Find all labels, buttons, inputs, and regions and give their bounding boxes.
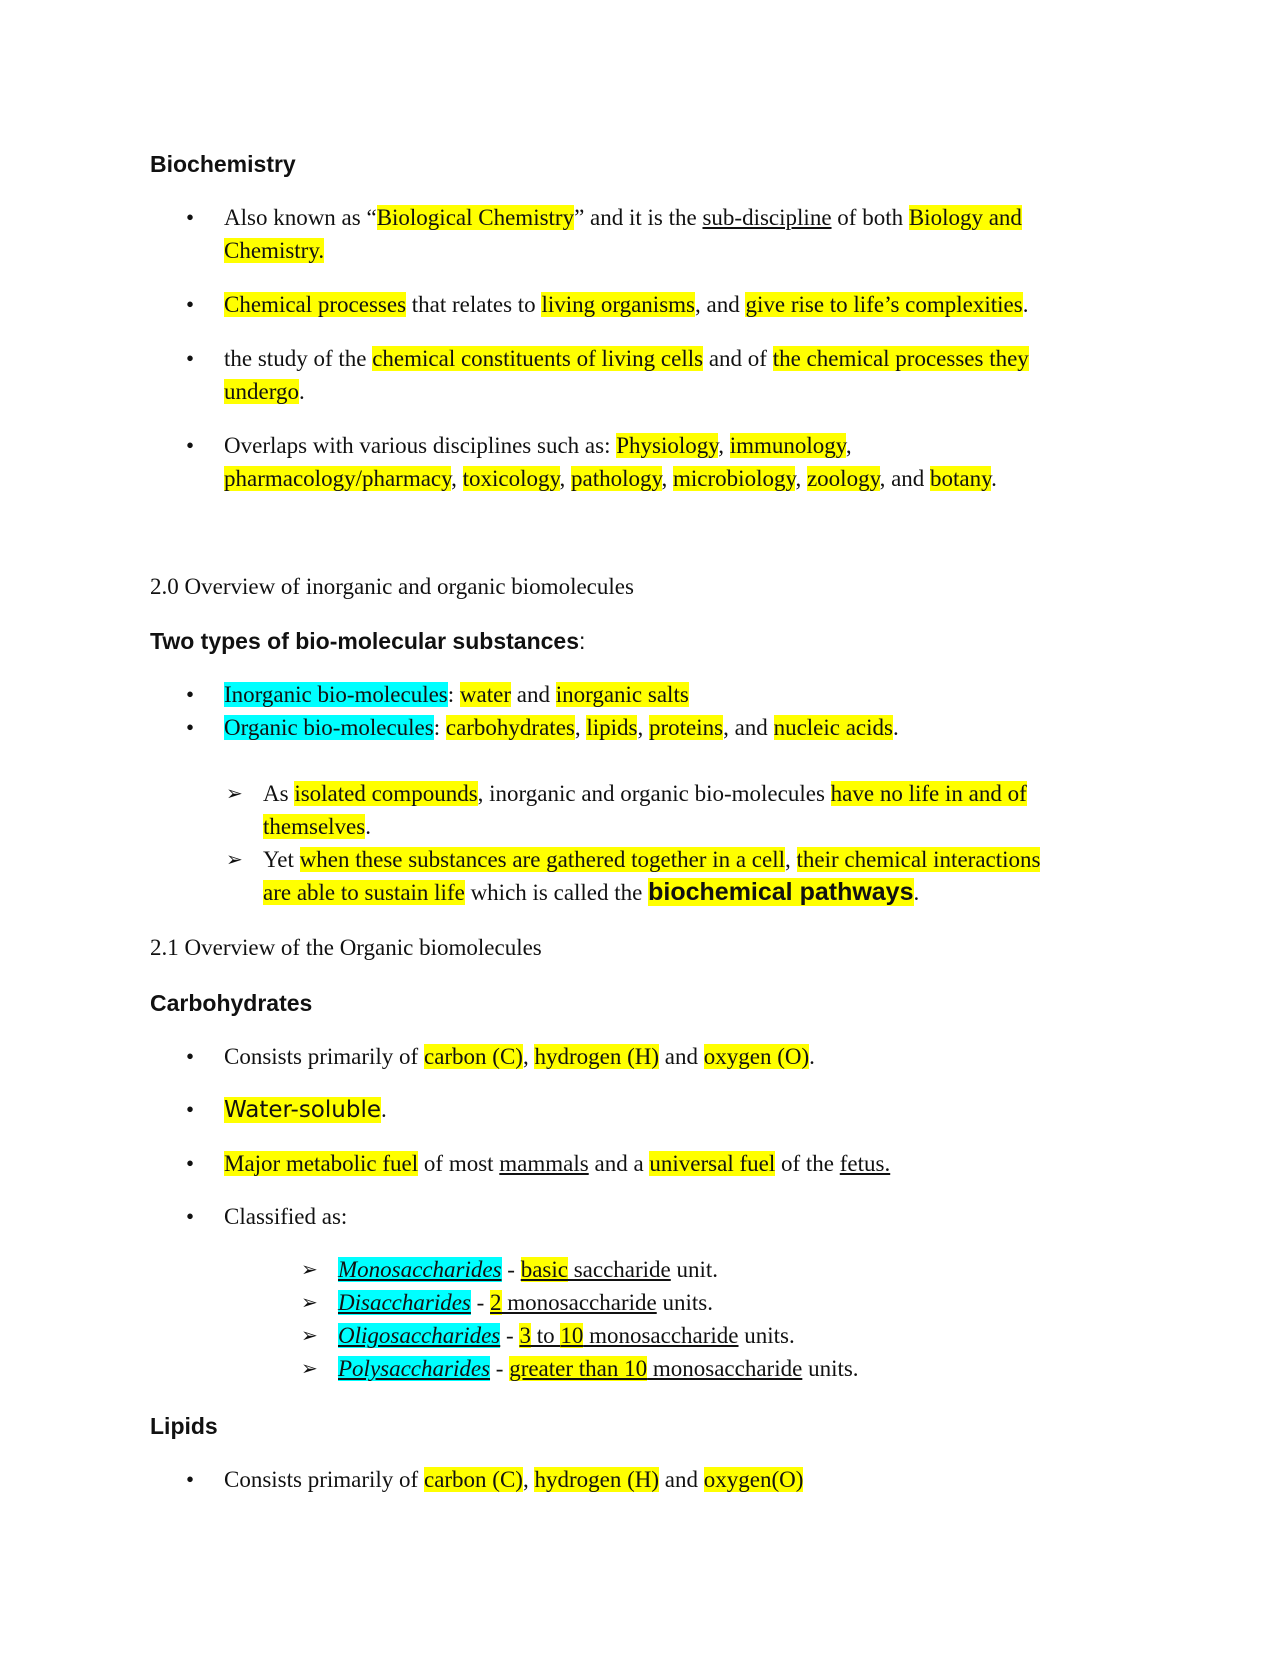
highlight: Major metabolic fuel [224, 1151, 419, 1176]
arrow-text [263, 777, 1133, 843]
text-run: . [991, 466, 997, 491]
highlight: Chemical processes [224, 292, 407, 317]
highlight: isolated compounds [294, 781, 478, 806]
highlight: living organisms [541, 292, 695, 317]
text-run: . [365, 814, 371, 839]
bullet-icon: • [186, 1151, 195, 1176]
text-run: that relates to [406, 292, 542, 317]
bullet-text [224, 429, 1124, 495]
text-run: - [501, 1257, 521, 1282]
saccharide-text [338, 1286, 1138, 1319]
text-run: Yet [263, 847, 300, 872]
text-run: , [637, 715, 649, 740]
underlined-term: saccharide [567, 1257, 671, 1282]
highlight: the chemical processes they [772, 346, 1029, 371]
text-run: , [718, 433, 730, 458]
highlight: zoology [806, 466, 880, 491]
saccharide-text [338, 1352, 1138, 1385]
bullet-icon: • [186, 346, 195, 371]
text-run: of both [831, 205, 909, 230]
bullet-text [224, 1463, 1124, 1496]
text-run: , and [723, 715, 774, 740]
cyan-highlight: Inorganic bio-molecules [224, 682, 448, 707]
text-run: : [447, 682, 460, 707]
highlight: carbon (C) [423, 1044, 523, 1069]
highlight: Biological Chemistry [376, 205, 575, 230]
highlight: inorganic salts [555, 682, 689, 707]
text-run: . [892, 715, 899, 740]
bullet-text [224, 678, 1124, 711]
highlight: botany [930, 466, 992, 491]
heading-lipids: Lipids [150, 1413, 218, 1439]
text-run: As [263, 781, 295, 806]
text-run: unit. [670, 1257, 719, 1282]
cyan-highlight: Polysaccharides [338, 1356, 491, 1381]
text-run: Also known as “ [224, 205, 377, 230]
bullet-text [224, 288, 1124, 321]
heading-carbohydrates: Carbohydrates [150, 990, 313, 1016]
text-run: and [659, 1044, 704, 1069]
bullet-icon: • [186, 682, 195, 707]
highlight: 3 [519, 1323, 531, 1348]
bullet-icon: • [186, 433, 195, 458]
text-run: the study of the [224, 346, 373, 371]
text-run: and [510, 682, 556, 707]
highlight: oxygen(O) [703, 1467, 804, 1492]
bullet-text [224, 201, 1124, 267]
text-run: , [522, 1467, 535, 1492]
bullet-icon: • [186, 715, 195, 740]
cyan-highlight: Disaccharides [338, 1290, 471, 1315]
underlined-term: fetus. [839, 1151, 891, 1176]
bullet-icon: • [186, 205, 195, 230]
heading-two-types [150, 625, 1150, 657]
text-run: units. [802, 1356, 859, 1381]
bullet-text [224, 1040, 1124, 1073]
highlight: oxygen (O) [703, 1044, 810, 1069]
highlight: when these substances are gathered together in a cell [299, 847, 786, 872]
text-run: : [433, 715, 446, 740]
arrow-text [263, 843, 1133, 909]
arrow-bullet-icon: ➢ [301, 1290, 318, 1314]
highlight: give rise to life’s complexities [745, 292, 1023, 317]
highlight: 2 [490, 1290, 502, 1315]
arrow-bullet-icon: ➢ [301, 1356, 318, 1380]
highlight: proteins [648, 715, 724, 740]
highlight: carbohydrates [445, 715, 575, 740]
highlight: their chemical interactions [796, 847, 1041, 872]
arrow-bullet-icon: ➢ [226, 847, 243, 871]
text-run: . [809, 1044, 815, 1069]
bullet-icon: • [186, 292, 195, 317]
highlight: pharmacology/pharmacy [224, 466, 452, 491]
highlight: basic [520, 1257, 568, 1282]
text-run: . [298, 379, 305, 404]
underlined-term: monosaccharide [583, 1323, 739, 1348]
bullet-icon: • [186, 1097, 195, 1122]
text-run: - [500, 1323, 520, 1348]
text-run: Consists primarily of [224, 1467, 424, 1492]
text-run: , [795, 466, 807, 491]
highlight: greater than 10 [509, 1356, 648, 1381]
highlight: are able to sustain life [263, 880, 465, 905]
highlight: nucleic acids [773, 715, 893, 740]
underlined-term: monosaccharide [501, 1290, 657, 1315]
cyan-highlight: Oligosaccharides [338, 1323, 501, 1348]
text-run: and of [703, 346, 773, 371]
arrow-bullet-icon: ➢ [301, 1257, 318, 1281]
bullet-icon: • [186, 1467, 195, 1492]
highlight-bold-term: biochemical pathways [648, 878, 914, 906]
text-run: - [490, 1356, 510, 1381]
highlight: Physiology [616, 433, 719, 458]
text-run: , inorganic and organic bio-molecules [477, 781, 831, 806]
section-heading-2-0: 2.0 Overview of inorganic and organic biomolecules [150, 574, 634, 599]
text-run: , [559, 466, 572, 491]
text-run: - [470, 1290, 491, 1315]
bullet-icon: • [186, 1044, 195, 1069]
highlight: microbiology [673, 466, 796, 491]
text-run: of the [775, 1151, 840, 1176]
highlight: universal fuel [649, 1151, 776, 1176]
text-run: . [380, 1097, 387, 1122]
text-run: , and [879, 466, 931, 491]
text-run: . [913, 880, 920, 905]
text-run: Consists primarily of [224, 1044, 424, 1069]
highlight: chemical constituents of living cells [372, 346, 704, 371]
text-run: , [661, 466, 674, 491]
text-run: , and [695, 292, 746, 317]
bullet-icon: • [186, 1204, 195, 1229]
text-run: of most [418, 1151, 500, 1176]
text-run: Overlaps with various disciplines such as: [224, 433, 617, 458]
highlight: carbon (C) [423, 1467, 523, 1492]
text-run: units. [656, 1290, 713, 1315]
highlight: have no life in and of [830, 781, 1027, 806]
highlight: hydrogen (H) [534, 1467, 660, 1492]
text-run: units. [738, 1323, 795, 1348]
text-run: , [845, 433, 852, 458]
underlined-term: sub-discipline [702, 205, 832, 230]
bullet-text: Classified as: [224, 1204, 348, 1229]
text-run: and a [588, 1151, 650, 1176]
highlight: 10 [560, 1323, 584, 1348]
arrow-bullet-icon: ➢ [301, 1323, 318, 1347]
highlight: undergo [224, 379, 299, 404]
underlined-term: monosaccharide [647, 1356, 803, 1381]
highlight: immunology [729, 433, 846, 458]
text-run: which is called the [464, 880, 649, 905]
highlight: water [459, 682, 511, 707]
text-run: . [1022, 292, 1029, 317]
highlight: pathology [571, 466, 662, 491]
cyan-highlight: Organic bio-molecules [224, 715, 434, 740]
cyan-highlight: Monosaccharides [338, 1257, 502, 1282]
underlined-term: mammals [499, 1151, 589, 1176]
highlight: Water-soluble [224, 1097, 381, 1123]
text-run: and [659, 1467, 704, 1492]
heading-biochemistry: Biochemistry [150, 151, 296, 177]
highlight: Biology and [908, 205, 1022, 230]
arrow-bullet-icon: ➢ [226, 781, 243, 805]
heading-colon: : [579, 628, 586, 654]
text-run: , [522, 1044, 535, 1069]
bullet-text [224, 711, 1124, 744]
heading-text: Two types of bio-molecular substances [150, 628, 579, 654]
bullet-text [224, 1093, 1124, 1127]
bullet-text [224, 342, 1124, 408]
saccharide-text [338, 1319, 1138, 1352]
highlight: hydrogen (H) [534, 1044, 660, 1069]
section-heading-2-1: 2.1 Overview of the Organic biomolecules [150, 935, 542, 960]
text-run: , [574, 715, 587, 740]
highlight: themselves [263, 814, 366, 839]
bullet-text [224, 1147, 1124, 1180]
text-run: , [785, 847, 797, 872]
underlined-term: to [530, 1323, 561, 1348]
saccharide-text [338, 1253, 1138, 1286]
text-run: ” and it is the [574, 205, 703, 230]
text-run: , [451, 466, 463, 491]
highlight: lipids [586, 715, 638, 740]
highlight: Chemistry. [224, 238, 325, 263]
highlight: toxicology [462, 466, 560, 491]
